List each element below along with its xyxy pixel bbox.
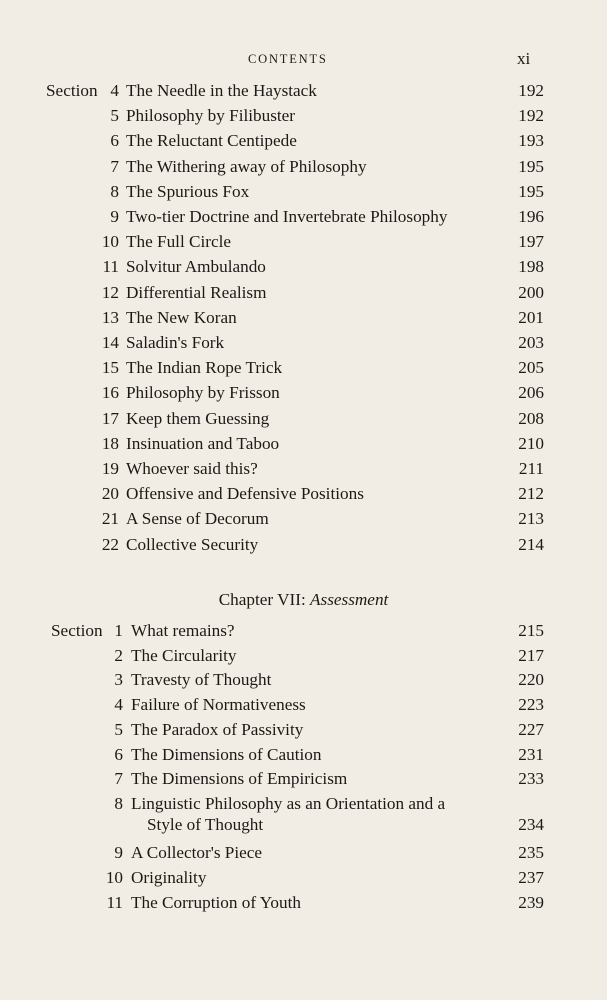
toc-entry bbox=[0, 457, 607, 481]
page-number: 235 bbox=[518, 843, 544, 863]
section-title: The Circularity bbox=[131, 645, 237, 665]
page-number: 192 bbox=[518, 106, 544, 126]
section-number: 11 bbox=[102, 257, 119, 277]
page-number: 237 bbox=[518, 868, 544, 887]
section-number: 8 bbox=[110, 181, 119, 201]
page-number: 205 bbox=[518, 358, 544, 378]
section-number: 6 bbox=[110, 131, 119, 151]
page-number: 239 bbox=[518, 892, 544, 912]
page-number: 213 bbox=[518, 509, 544, 529]
page-number: 212 bbox=[518, 484, 544, 504]
section-title: What remains? bbox=[131, 621, 235, 640]
section-title: Philosophy by Frisson bbox=[126, 383, 280, 403]
page-number: 211 bbox=[518, 459, 544, 478]
toc-entry bbox=[0, 767, 607, 791]
section-title: Whoever said this? bbox=[126, 459, 258, 478]
toc-entry bbox=[0, 306, 607, 330]
page-number: 196 bbox=[518, 207, 544, 226]
toc-entry bbox=[0, 866, 607, 890]
toc-entry bbox=[0, 205, 607, 229]
section-number: 3 bbox=[114, 670, 123, 690]
section-title: Insinuation and Taboo bbox=[126, 433, 280, 453]
section-title: Solvitur Ambulando bbox=[126, 257, 266, 277]
toc-entry bbox=[0, 432, 607, 456]
section-number: 4 bbox=[110, 81, 119, 100]
page-number: 195 bbox=[518, 181, 544, 201]
section-title: Keep them Guessing bbox=[126, 408, 270, 428]
toc-entry bbox=[0, 104, 607, 128]
section-number: 22 bbox=[101, 534, 119, 554]
page-number: 223 bbox=[518, 695, 544, 715]
page-number: 217 bbox=[518, 645, 544, 665]
section-title: The Corruption of Youth bbox=[131, 892, 301, 912]
toc-entry bbox=[0, 180, 607, 204]
section-number: 9 bbox=[110, 207, 119, 226]
toc-entry bbox=[0, 155, 607, 179]
section-title: Failure of Normativeness bbox=[131, 695, 306, 715]
section-number: 11 bbox=[106, 892, 123, 912]
toc-entry bbox=[0, 482, 607, 506]
page-number: 208 bbox=[518, 408, 544, 428]
page-folio: xi bbox=[517, 49, 531, 68]
section-title: The Full Circle bbox=[126, 232, 232, 252]
toc-entry bbox=[0, 381, 607, 405]
section-number: 19 bbox=[101, 459, 119, 478]
chapter-prefix: Chapter VII: bbox=[218, 590, 311, 609]
section-title: Travesty of Thought bbox=[131, 670, 272, 690]
section-number: 20 bbox=[101, 484, 119, 504]
section-title: Philosophy by Filibuster bbox=[126, 106, 296, 126]
page-number: 231 bbox=[518, 744, 544, 764]
toc-entry bbox=[0, 668, 607, 692]
toc-entry bbox=[0, 693, 607, 717]
section-title: The Needle in the Haystack bbox=[126, 81, 317, 100]
toc-entry bbox=[0, 407, 607, 431]
section-label: Section bbox=[46, 81, 98, 100]
toc-entry bbox=[0, 841, 607, 865]
section-title: Two-tier Doctrine and Invertebrate Philosophy bbox=[126, 207, 448, 226]
page-number: 195 bbox=[518, 156, 544, 176]
section-number: 7 bbox=[114, 769, 123, 789]
toc-entry bbox=[0, 891, 607, 915]
page-number: 233 bbox=[518, 769, 544, 789]
section-number: 12 bbox=[101, 282, 119, 302]
page-number: 197 bbox=[518, 232, 544, 252]
section-title: The Dimensions of Caution bbox=[131, 744, 322, 764]
toc-entry bbox=[0, 507, 607, 531]
section-number: 13 bbox=[101, 307, 119, 327]
section-number: 4 bbox=[114, 695, 123, 715]
section-number: 10 bbox=[105, 868, 123, 887]
toc-entry bbox=[0, 230, 607, 254]
section-title: Collective Security bbox=[126, 534, 259, 554]
page-number: 227 bbox=[518, 719, 544, 739]
section-title: A Sense of Decorum bbox=[126, 509, 269, 529]
page-number: 198 bbox=[518, 257, 544, 277]
section-title: Originality bbox=[131, 868, 207, 887]
chapter-title: Assessment bbox=[310, 590, 389, 609]
section-title: The New Koran bbox=[126, 307, 237, 327]
section-title: A Collector's Piece bbox=[131, 843, 263, 863]
toc-entry bbox=[0, 619, 607, 643]
running-head bbox=[0, 49, 607, 72]
section-number: 16 bbox=[101, 383, 119, 403]
section-title: Offensive and Defensive Positions bbox=[126, 484, 364, 504]
page-number: 234 bbox=[518, 814, 544, 834]
section-title: The Dimensions of Empiricism bbox=[131, 769, 348, 789]
toc-entry bbox=[0, 129, 607, 153]
toc-entry bbox=[0, 356, 607, 380]
section-number: 10 bbox=[101, 232, 119, 252]
toc-entry bbox=[0, 331, 607, 355]
section-number: 17 bbox=[101, 408, 119, 428]
toc-entry bbox=[0, 718, 607, 742]
page-number: 200 bbox=[518, 282, 544, 302]
toc-entry bbox=[0, 743, 607, 767]
section-number: 8 bbox=[114, 793, 123, 813]
page-number: 193 bbox=[518, 131, 544, 151]
section-number: 6 bbox=[114, 744, 123, 764]
section-title: The Reluctant Centipede bbox=[126, 131, 297, 151]
section-title: The Indian Rope Trick bbox=[126, 358, 283, 378]
page-number: 220 bbox=[518, 670, 544, 690]
toc-entry bbox=[0, 644, 607, 668]
page-number: 203 bbox=[518, 333, 544, 352]
page-number: 215 bbox=[518, 621, 544, 640]
section-number: 5 bbox=[110, 106, 119, 126]
section-title: Linguistic Philosophy as an Orientation and a bbox=[131, 793, 446, 813]
section-title: Differential Realism bbox=[126, 282, 267, 302]
section-number: 9 bbox=[114, 843, 123, 863]
toc-entry bbox=[0, 533, 607, 557]
section-number: 14 bbox=[101, 333, 119, 352]
section-title: The Spurious Fox bbox=[126, 181, 250, 201]
section-title: Saladin's Fork bbox=[126, 333, 225, 352]
section-number: 2 bbox=[114, 645, 123, 665]
toc-entry-page-row bbox=[0, 813, 607, 837]
section-number: 7 bbox=[110, 156, 119, 176]
chapter-heading bbox=[0, 588, 607, 612]
page-number: 201 bbox=[518, 307, 544, 327]
page-number: 210 bbox=[518, 433, 544, 453]
section-title: The Paradox of Passivity bbox=[131, 719, 304, 739]
section-label: Section bbox=[51, 621, 103, 640]
page-number: 206 bbox=[518, 383, 544, 403]
toc-entry bbox=[0, 79, 607, 103]
page-number: 214 bbox=[518, 534, 544, 554]
running-title: CONTENTS bbox=[248, 52, 328, 66]
page-number: 192 bbox=[518, 81, 544, 100]
section-number: 18 bbox=[101, 433, 119, 453]
section-number: 21 bbox=[101, 509, 119, 529]
section-number: 5 bbox=[114, 719, 123, 739]
section-number: 15 bbox=[101, 358, 119, 378]
section-title-continuation: Style of Thought bbox=[147, 814, 264, 834]
toc-entry bbox=[0, 281, 607, 305]
section-number: 1 bbox=[114, 621, 123, 640]
section-title: The Withering away of Philosophy bbox=[126, 156, 367, 176]
toc-entry bbox=[0, 255, 607, 279]
